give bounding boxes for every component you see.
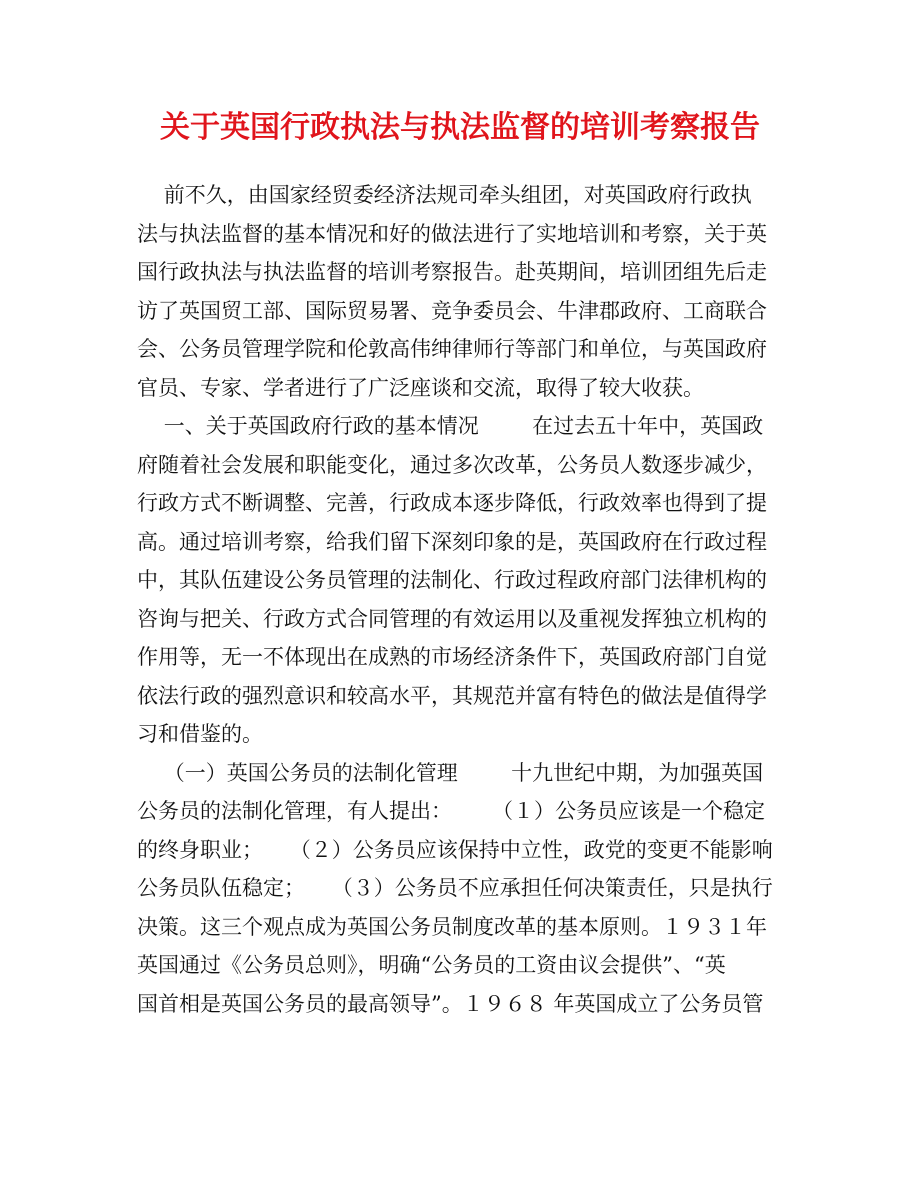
body-line: 国行政执法与执法监督的培训考察报告。赴英期间，培训团组先后走: [137, 260, 767, 284]
document-title: 关于英国行政执法与执法监督的培训考察报告: [160, 110, 760, 145]
document-body: [137, 176, 783, 1023]
body-line: 中，其队伍建设公务员管理的法制化、行政过程政府部门法律机构的: [137, 568, 767, 592]
body-line: 依法行政的强烈意识和较高水平，其规范并富有特色的做法是值得学: [137, 683, 767, 708]
body-line: （一）英国公务员的法制化管理 十九世纪中期，为加强英国: [137, 760, 764, 785]
body-line: 习和借鉴的。: [137, 722, 263, 746]
body-line: 英国通过《公务员总则》，明确“公务员的工资由议会提供”、“英: [137, 953, 726, 977]
body-line: 会、公务员管理学院和伦敦高伟绅律师行等部门和单位，与英国政府: [137, 337, 767, 361]
body-line: 府随着社会发展和职能变化，通过多次改革，公务员人数逐步减少，: [137, 452, 767, 477]
body-line: 高。通过培训考察，给我们留下深刻印象的是，英国政府在行政过程: [137, 529, 767, 554]
body-line: 访了英国贸工部、国际贸易署、竞争委员会、牛津郡政府、工商联合: [137, 298, 767, 323]
body-line: 咨询与把关、行政方式合同管理的有效运用以及重视发挥独立机构的: [137, 606, 767, 631]
body-line: 一、关于英国政府行政的基本情况 在过去五十年中，英国政: [137, 414, 764, 438]
body-line: 前不久，由国家经贸委经济法规司牵头组团，对英国政府行政执: [137, 183, 752, 207]
body-line: 官员、专家、学者进行了广泛座谈和交流，取得了较大收获。: [137, 375, 704, 400]
body-line: 国首相是英国公务员的最高领导”。１９６８ 年英国成立了公务员管: [137, 991, 764, 1016]
body-line: 公务员队伍稳定； （３）公务员不应承担任何决策责任，只是执行: [137, 876, 773, 900]
body-line: 的终身职业； （２）公务员应该保持中立性，政党的变更不能影响: [137, 837, 773, 862]
body-line: 公务员的法制化管理，有人提出： （１）公务员应该是一个稳定: [137, 799, 766, 823]
body-line: 行政方式不断调整、完善，行政成本逐步降低，行政效率也得到了提: [137, 491, 767, 515]
body-line: 法与执法监督的基本情况和好的做法进行了实地培训和考察，关于英: [137, 221, 767, 246]
body-line: 决策。这三个观点成为英国公务员制度改革的基本原则。１９３１年: [137, 914, 767, 939]
body-line: 作用等，无一不体现出在成熟的市场经济条件下，英国政府部门自觉: [137, 645, 767, 669]
